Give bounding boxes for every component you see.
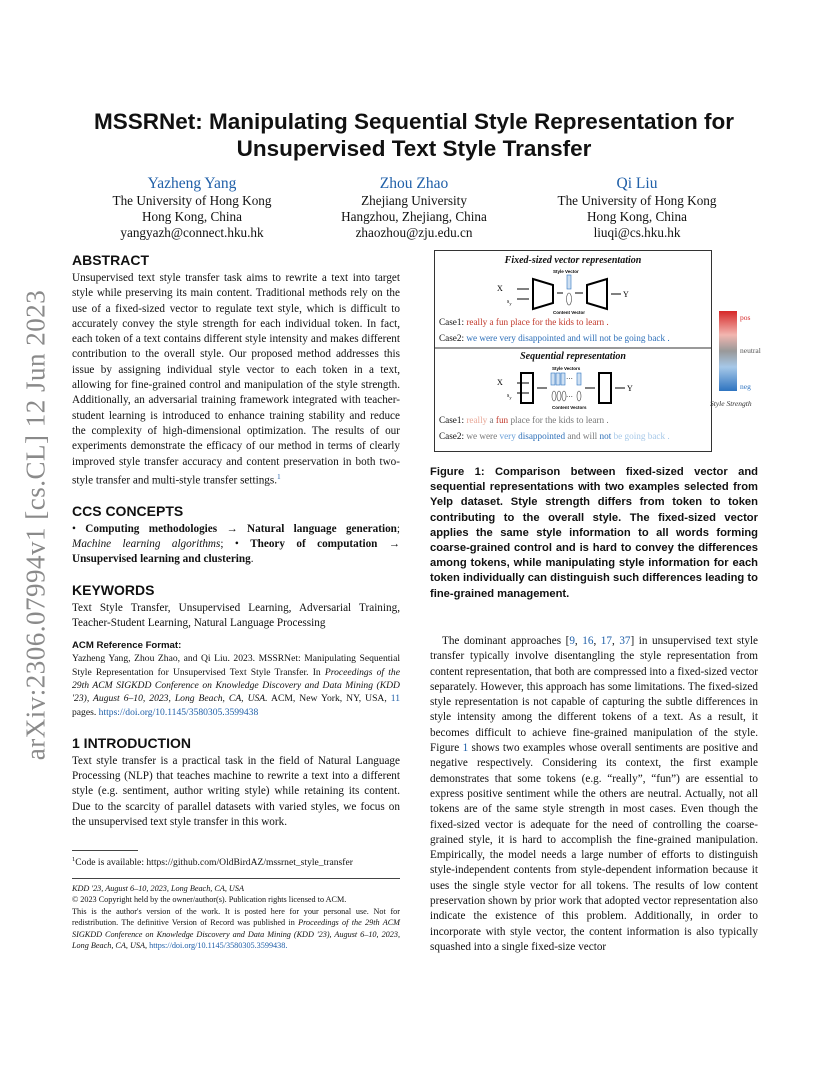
ccs-concept-1b: Machine learning algorithms bbox=[72, 538, 221, 551]
seq-title: Sequential representation bbox=[520, 351, 626, 362]
sy-s: s bbox=[507, 299, 510, 305]
footnote-rule bbox=[72, 850, 138, 851]
fixed-vector-title: Fixed-sized vector representation bbox=[504, 255, 642, 266]
author-affiliation: Zhejiang University bbox=[361, 193, 467, 208]
style-vector-box bbox=[561, 373, 565, 385]
acm-ref-venue: Proceedings of the 29th ACM SIGKDD Conference on Knowledge Discovery and Data Mining (KDD '23), August 6–10, 2023, Long Beach, CA, USA. bbox=[72, 666, 400, 705]
keywords-heading: KEYWORDS bbox=[72, 581, 155, 598]
sy-sub: y bbox=[509, 301, 512, 306]
footnote-text: Code is available: https://github.com/OldBirdAZ/mssrnet_style_transfer bbox=[75, 857, 353, 869]
ccs-concept-1: Computing methodologies → Natural language generation bbox=[85, 522, 397, 535]
acm-ref-part: ACM, New York, NY, USA, bbox=[267, 693, 391, 705]
content-vector-shape bbox=[557, 391, 561, 401]
intro-text: Text style transfer is a practical task in the field of Natural Language Processing (NLP) that teaches machine to rewrite a text into a different style (e.g. sentiment, author writing style) while retaining its content. Due to the scarcity of parallel datasets with varied styles, we focus on the unsupervised text style transfer in this work. bbox=[72, 754, 400, 829]
footnote-mark: 1 bbox=[72, 856, 76, 863]
content-vector-shape bbox=[567, 293, 572, 305]
case-label: Case1: bbox=[439, 317, 465, 327]
colorbar-neutral-label: neutral bbox=[740, 346, 761, 355]
style-vector-box bbox=[551, 373, 555, 385]
case-label: Case2: bbox=[439, 333, 465, 343]
acm-ref-text bbox=[72, 652, 400, 718]
ccs-heading: CCS CONCEPTS bbox=[72, 502, 184, 519]
right-column-body bbox=[430, 634, 758, 955]
seq-token: a bbox=[489, 415, 494, 425]
seq-token: fun bbox=[495, 415, 509, 425]
arxiv-sidebar bbox=[14, 290, 58, 760]
author-affiliation: The University of Hong Kong bbox=[557, 193, 717, 208]
content-vectors-label: Content Vectors bbox=[552, 405, 587, 410]
ellipsis: ··· bbox=[566, 375, 573, 383]
colorbar-neg-label: neg bbox=[740, 382, 751, 391]
acm-ref-doi-link[interactable]: https://doi.org/10.1145/3580305.3599438 bbox=[98, 706, 259, 718]
figure-ref-link[interactable]: 1 bbox=[462, 742, 469, 755]
colorbar-pos-label: pos bbox=[740, 313, 751, 322]
sy-s: s bbox=[507, 393, 510, 399]
footnote bbox=[72, 853, 400, 869]
content-vector-label: Content Vector bbox=[553, 310, 586, 315]
author-name[interactable]: Yazheng Yang bbox=[147, 175, 237, 192]
seq-token: really bbox=[466, 415, 488, 425]
decoder-shape bbox=[587, 279, 607, 309]
seq-token: place for the kids to learn . bbox=[510, 415, 609, 425]
intro-paragraph-2: The dominant approaches [9, 16, 17, 37] in unsupervised text style transfer typically involve disentangling the style representation from content representation, that both are compressed into a fixed-sized vector separately. However, this approach has some limitations. The fixed-sized style representation is not capable of capturing the subtle differences in style intensity among the different tokens of a text. As a result, it becomes difficult to achieve fine-grained manipulation of the style. Figure 1 shows two examples whose overall sentiments are positive and negative respectively. Considering its context, the first example demonstrates that some tokens (e.g. “really”, “fun”) are essential to express positive sentiment while the others are neutral. Actually, not all tokens are of the same style strength in most cases. Even though the fixed-sized vector is adequate for the need of controlling the coarse-grained style, it is hard to accomplish the fine-grained manipulation. Empirically, the model needs a large number of efforts to distinguish style-independent contents from style-dependent information because it uses the single style vector for all tokens. The results of low content preservation shown by prior work that adopted vector representation also indicate the existence of this problem. Additionally, in order to incorporate with style vector, the content information is also typically squashed into a single fixed-size vector bbox=[430, 635, 759, 953]
colorbar-title: Style Strength bbox=[710, 399, 752, 408]
copyright-venue-italic: Proceedings of the 29th ACM SIGKDD Conference on Knowledge Discovery and Data Mining (KDD '23), August 6–10, 2023, Long Beach, CA, USA, bbox=[72, 918, 400, 951]
author-location: Hong Kong, China bbox=[586, 209, 687, 224]
text-part: The dominant approaches [ bbox=[442, 635, 570, 647]
citation-link[interactable]: 37 bbox=[619, 635, 631, 647]
sy-sub: y bbox=[509, 395, 512, 400]
ccs-concept-2: Theory of computation → Unsupervised learning and clustering bbox=[72, 538, 400, 566]
acm-ref-part: Yazheng Yang, Zhou Zhao, and Qi Liu. 2023. MSSRNet: Manipulating Sequential Style Representation for Unsupervised Text Style Transfer. In bbox=[72, 653, 400, 678]
style-vector-label: Style Vector bbox=[553, 269, 579, 274]
fixed-y-label: Y bbox=[623, 290, 629, 299]
seq-y-label: Y bbox=[627, 384, 633, 393]
author-email: yangyazh@connect.hku.hk bbox=[120, 225, 264, 240]
seq-token: and will bbox=[567, 431, 598, 441]
intro-heading: 1 INTRODUCTION bbox=[72, 734, 191, 751]
citation-link[interactable]: 9 bbox=[569, 635, 575, 647]
author-3 bbox=[522, 174, 752, 241]
seq-case-2 bbox=[439, 431, 670, 441]
abstract-body: Unsupervised text style transfer task aims to rewrite a text into target style while preserving its main content. Traditional methods rely on the use of a fixed-sized vector to regulate text style, which is difficult to accurately convey the style strength for each individual token. In fact, each token of a text contains different style intensity and makes different contribution to the overall style. Our proposed method addresses this issue by assigning individual style vector to each token in a text, allowing for fine-grained control and manipulation of the style strength. Additionally, an adversarial training framework integrated with teacher-student learning is introduced to enhance training stability and reduce the complexity of high-dimensional optimization. The results of our experiments demonstrate the efficacy of our method in terms of clearly improved style transfer accuracy and content preservation in both two-style transfer and multi-style transfer settings. bbox=[72, 272, 400, 487]
fixed-case-1 bbox=[439, 317, 609, 327]
fixed-case-2 bbox=[439, 333, 670, 343]
abstract-heading: ABSTRACT bbox=[72, 252, 149, 268]
seq-token: not bbox=[599, 431, 612, 441]
content-vector-shape bbox=[552, 391, 556, 401]
copyright-block bbox=[72, 883, 400, 951]
acm-ref-pages-link[interactable]: 11 bbox=[390, 693, 400, 705]
case-label: Case2: bbox=[439, 431, 465, 441]
figure-1 bbox=[434, 250, 712, 452]
paper-title: MSSRNet: Manipulating Sequential Style Representation for Unsupervised Text Style Transfer bbox=[93, 109, 735, 161]
author-email: liuqi@cs.hku.hk bbox=[593, 225, 681, 240]
seq-token: disappointed bbox=[518, 431, 566, 441]
seq-case-1 bbox=[439, 415, 609, 425]
left-column bbox=[72, 252, 400, 830]
style-vector-box bbox=[567, 275, 571, 289]
content-vector-shape bbox=[577, 391, 581, 401]
style-vector-box bbox=[577, 373, 581, 385]
style-vectors-label: Style Vectors bbox=[552, 366, 581, 371]
author-name[interactable]: Qi Liu bbox=[616, 175, 658, 192]
seq-x-label: X bbox=[497, 378, 503, 387]
copyright-line: © 2023 Copyright held by the owner/author(s). Publication rights licensed to ACM. bbox=[72, 895, 347, 905]
author-location: Hangzhou, Zhejiang, China bbox=[341, 209, 487, 224]
seq-token: be going back . bbox=[613, 431, 670, 441]
arxiv-id: arXiv:2306.07994v1 [cs.CL] 12 Jun 2023 bbox=[20, 289, 51, 761]
author-affiliation: The University of Hong Kong bbox=[112, 193, 272, 208]
encoder-shape bbox=[533, 279, 553, 309]
seq-token: we were bbox=[466, 431, 498, 441]
copyright-rule bbox=[72, 878, 400, 879]
fixed-sy-label bbox=[507, 299, 512, 306]
text-part: shows two examples whose overall sentiments are positive and negative respectively. Considering its context, the first example demonstrates that some tokens (e.g. “really”, “fun”) are essential to express positive sentiment while the others are neutral. Actually, not all tokens are of the same style strength in most cases. Even though the fixed-sized vector is adequate for the need of controlling the coarse-grained style, it is hard to accomplish the fine-grained manipulation. Empirically, the model needs a large number of efforts to distinguish style-independent contents from style-dependent information because it uses the single style vector for all tokens. The results of low content preservation shown by prior work that adopted vector representation also indicate the existence of this problem. Additionally, in order to incorporate with style vector, the content information is also typically squashed into a single fixed-size vector bbox=[430, 742, 758, 953]
acm-ref-part: pages. bbox=[72, 706, 99, 718]
case-text: we were very disappointed and will not be going back . bbox=[466, 333, 670, 343]
copyright-part: This is the author's version of the work. It is posted here for your personal use. Not for redistribution. The definitive Version of Record was published in bbox=[72, 906, 400, 928]
copyright-venue: KDD '23, August 6–10, 2023, Long Beach, CA, USA bbox=[72, 884, 244, 893]
author-location: Hong Kong, China bbox=[141, 209, 242, 224]
keywords-text: Text Style Transfer, Unsupervised Learning, Adversarial Training, Teacher-Student Learning, Natural Language Processing bbox=[72, 601, 400, 630]
footnote-ref[interactable]: 1 bbox=[277, 472, 281, 481]
acm-ref-heading: ACM Reference Format: bbox=[72, 640, 182, 652]
seq-encoder-shape bbox=[521, 373, 533, 403]
case-text: really a fun place for the kids to learn . bbox=[466, 317, 609, 327]
copyright-notice bbox=[72, 906, 400, 952]
abstract-text bbox=[72, 271, 400, 489]
fixed-x-label: X bbox=[497, 284, 503, 293]
seq-decoder-shape bbox=[599, 373, 611, 403]
author-2 bbox=[299, 174, 529, 241]
case-label: Case1: bbox=[439, 415, 465, 425]
ccs-text: • Computing methodologies → Natural language generation; Machine learning algorithms; • Theory of computation → Unsupervised learning and clustering. bbox=[72, 522, 401, 566]
citation-link[interactable]: 16 bbox=[582, 635, 594, 647]
style-strength-colorbar bbox=[719, 311, 737, 391]
text-part: ] in unsupervised text style transfer typically involve disentangling the style representation from content representation, that both are compressed into a fixed-sized vector separately. However, this approach has some limitations. The fixed-sized style representation is not capable of capturing the subtle differences in style intensity among the different tokens of a text. As a result, it becomes difficult to achieve fine-grained manipulation of the style. Figure bbox=[430, 635, 759, 755]
author-1 bbox=[77, 174, 307, 241]
author-name[interactable]: Zhou Zhao bbox=[379, 175, 449, 192]
seq-token: very bbox=[499, 431, 516, 441]
citation-link[interactable]: 17 bbox=[600, 635, 612, 647]
figure-caption: Figure 1: Comparison between fixed-sized vector and sequential representations with two examples selected from Yelp dataset. Style strength differs from token to token contributing to the overall style. The fixed-sized vector applies the same style information to all words forming coarse-grained control and is hard to convey the differences among tokens, while manipulating style information for each token individually can distinguish such differences leading to fine-grained management. bbox=[430, 466, 758, 600]
seq-sy-label bbox=[507, 393, 512, 400]
style-vector-box bbox=[556, 373, 560, 385]
copyright-doi-link[interactable]: https://doi.org/10.1145/3580305.3599438. bbox=[147, 941, 288, 951]
author-email: zhaozhou@zju.edu.cn bbox=[355, 225, 473, 240]
ellipsis: ··· bbox=[566, 393, 573, 401]
